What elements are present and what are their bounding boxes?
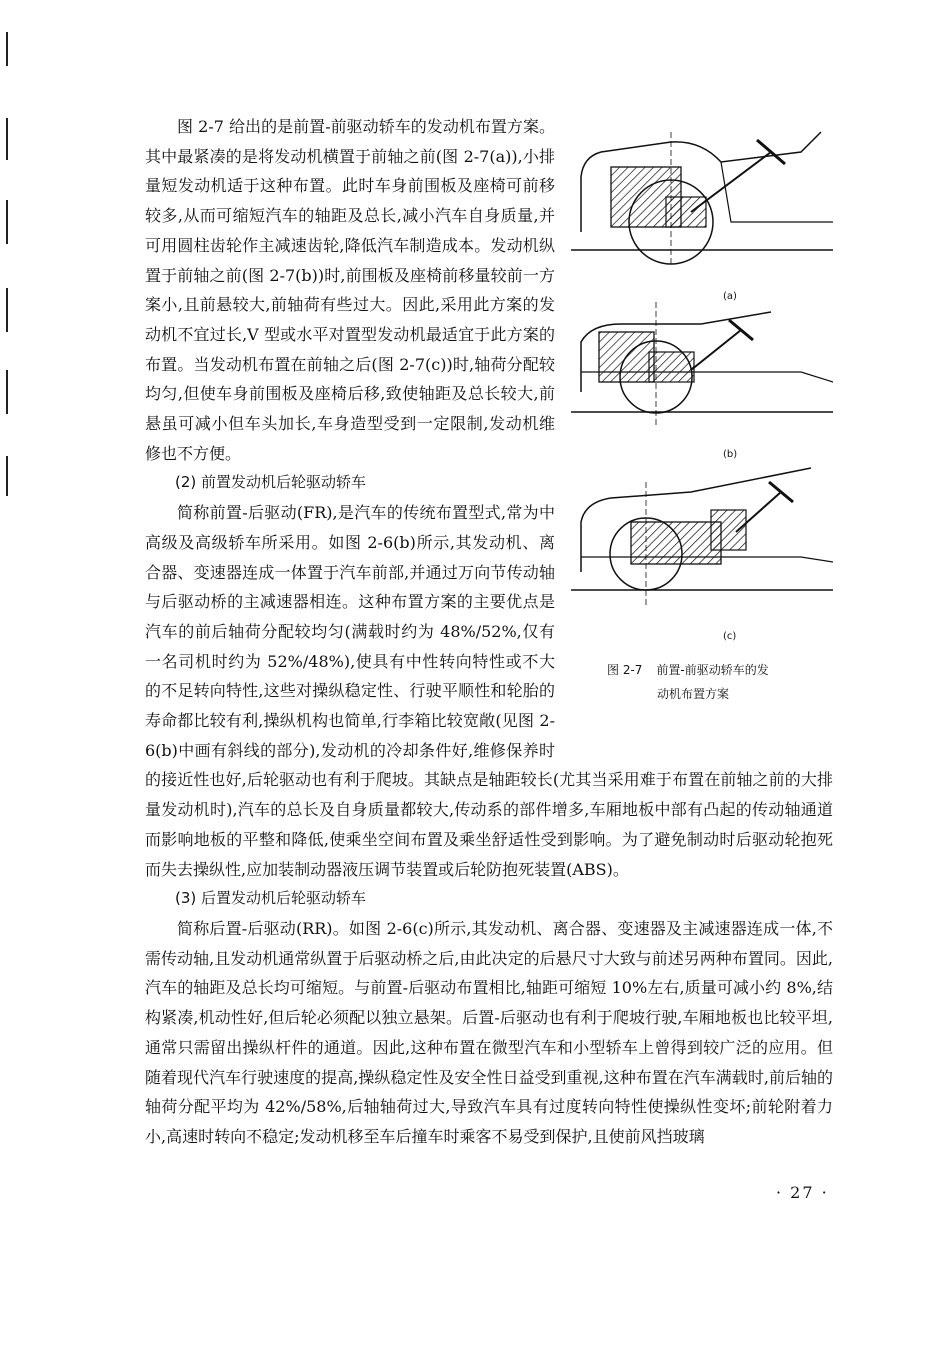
binding-mark xyxy=(6,200,8,244)
figure-label-c: (c) xyxy=(723,631,737,642)
binding-mark xyxy=(6,118,8,160)
binding-mark xyxy=(6,288,8,332)
binding-mark xyxy=(6,456,8,496)
figure-caption-number: 图 2-7 xyxy=(607,663,643,677)
page-body xyxy=(145,112,833,1152)
paragraph-front-front-text: 图 2-7 给出的是前置-前驱动轿车的发动机布置方案。其中最紧凑的是将发动机横置于前轴之前(图 2-7(a)),小排量短发动机适于这种布置。此时车身前围板及座椅可前移较多,从而可缩短汽车的轴距及总长,减小汽车自身质量,并可用圆柱齿轮作主减速齿轮,降低汽车制造成本。发动机纵置于前轴之前(图 2-7(b))时,前围板及座椅前移量较前一方案小,且前悬较大,前轴荷有些过大。因此,采用此方案的发动机不宜过长,V 型或水平对置型发动机最适宜于此方案的布置。当发动机布置在前轴之后(图 2-7(c))时,轴荷分配较均匀,但使车身前围板及座椅后移,致使轴距及总长较大,前悬虽可减小但车头加长,车身造型受到一定限制,发动机维修也不方便。 xyxy=(145,117,555,463)
figure-caption-line2: 动机布置方案 xyxy=(657,687,730,701)
page-number: · 27 · xyxy=(776,1183,829,1202)
figure-panel-c xyxy=(571,462,833,612)
figure-panel-b xyxy=(571,302,833,432)
binding-mark xyxy=(6,32,8,66)
figure-caption xyxy=(575,658,825,706)
figure-panel-a xyxy=(571,122,833,272)
figure-2-7 xyxy=(563,112,833,736)
figure-caption-line1: 前置-前驱动轿车的发 xyxy=(656,663,769,677)
paragraph-fr: 简称前置-后驱动(FR),是汽车的传统布置型式,常为中高级及高级轿车所采用。如图 2-6(b)所示,其发动机、离合器、变速器连成一体置于汽车前部,并通过万向节传动轴与后驱动桥的主减速器相连。这种布置方案的主要优点是汽车的前后轴荷分配较均匀(满载时约为 48%/52%,仅有一名司机时约为 52%/48%),使具有中性转向特性或不大的不足转向特性,这些对操纵稳定性、行驶平顺性和轮胎的寿命都比较有利,操纵机构也简单,行李箱比较宽敞(见图 2-6(b)中画有斜线的部分),发动机的冷却条件好,维修保养时的接近性也好,后轮驱动也有利于爬坡。其缺点是轴距较长(尤其当采用难于布置在前轴之前的大排量发动机时),汽车的总长及自身质量都较大,传动系的部件增多,车厢地板中部有凸起的传动轴通道而影响地板的平整和降低,使乘坐空间布置及乘坐舒适性受到影响。为了避免制动时后驱动轮抱死而失去操纵性,应加装制动器液压调节装置或后轮防抱死装置(ABS)。 xyxy=(145,503,833,879)
binding-mark xyxy=(6,370,8,414)
figure-label-b: (b) xyxy=(723,449,738,460)
section-heading-rr: (3) 后置发动机后轮驱动轿车 xyxy=(175,889,367,908)
figure-label-a: (a) xyxy=(723,291,737,302)
paragraph-rr: 简称后置-后驱动(RR)。如图 2-6(c)所示,其发动机、离合器、变速器及主减速器连成一体,不需传动轴,且发动机通常纵置于后驱动桥之后,由此决定的后悬尺寸大致与前述另两种布置同。因此,汽车的轴距及总长均可缩短。与前置-后驱动布置相比,轴距可缩短 10%左右,质量可减小约 8%,结构紧凑,机动性好,但后轮必须配以独立悬架。后置-后驱动也有利于爬坡行驶,车厢地板也比较平坦,通常只需留出操纵杆件的通道。因此,这种布置在微型汽车和小型轿车上曾得到较广泛的应用。但随着现代汽车行驶速度的提高,操纵稳定性及安全性日益受到重视,这种布置在汽车满载时,前后轴的轴荷分配平均为 42%/58%,后轴轴荷过大,导致汽车具有过度转向特性使操纵性变坏;前轮附着力小,高速时转向不稳定;发动机移至车后撞车时乘客不易受到保护,且使前风挡玻璃 xyxy=(145,918,833,1146)
section-heading-fr: (2) 前置发动机后轮驱动轿车 xyxy=(175,473,367,492)
